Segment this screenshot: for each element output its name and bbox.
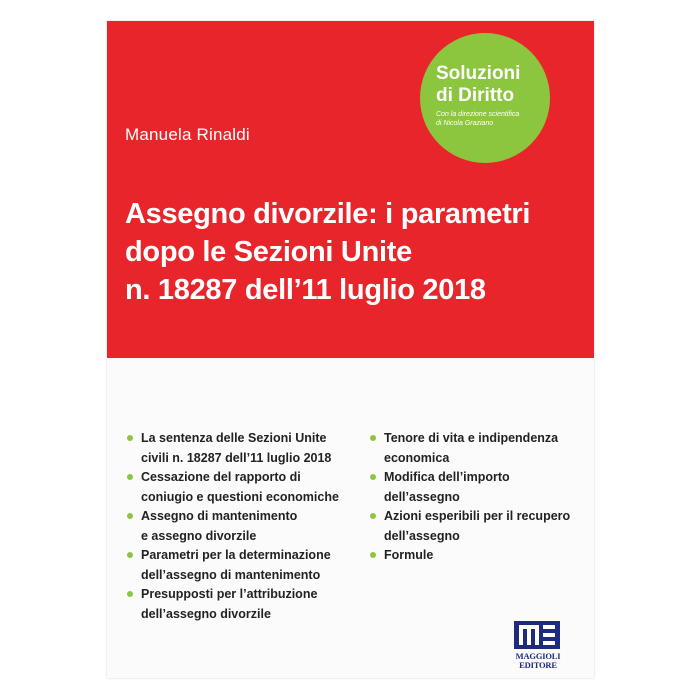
bullet-dot-icon <box>127 552 133 558</box>
bullet-dot-icon <box>127 513 133 519</box>
bullet-dot-icon <box>127 591 133 597</box>
series-badge <box>420 33 550 163</box>
list-item: Parametri per la determinazione dell’assegno di mantenimento <box>127 546 355 585</box>
bullet-dot-icon <box>370 552 376 558</box>
bullet-dot-icon <box>127 435 133 441</box>
bullet-dot-icon <box>127 474 133 480</box>
list-item: Assegno di mantenimento e assegno divorzile <box>127 507 355 546</box>
publisher-name: MAGGIOLI EDITORE <box>515 651 561 670</box>
author-name: Manuela Rinaldi <box>125 125 250 144</box>
list-item: Modifica dell’importo dell’assegno <box>370 468 585 507</box>
title-line: Assegno divorzile: i parametri <box>125 198 531 230</box>
series-name: Soluzioni di Diritto <box>436 63 521 106</box>
list-item: Tenore di vita e indipendenza economica <box>370 429 585 468</box>
bullet-dot-icon <box>370 513 376 519</box>
list-item: La sentenza delle Sezioni Unite civili n. 18287 dell’11 luglio 2018 <box>127 429 355 468</box>
series-subtitle: Con la direzione scientifica di Nicola Graziano <box>436 111 520 127</box>
list-item: Cessazione del rapporto di coniugio e questioni economiche <box>127 468 355 507</box>
list-item: Formule <box>370 546 585 566</box>
list-item: Presupposti per l’attribuzione dell’assegno divorzile <box>127 585 355 624</box>
publisher-logo <box>509 621 567 676</box>
bullet-dot-icon <box>370 474 376 480</box>
title-line: dopo le Sezioni Unite <box>125 236 412 268</box>
topics-list-right <box>370 429 585 566</box>
publisher-mark-icon <box>514 621 560 649</box>
bullet-dot-icon <box>370 435 376 441</box>
book-title <box>125 195 585 309</box>
list-item: Azioni esperibili per il recupero dell’assegno <box>370 507 585 546</box>
book-cover <box>107 21 594 678</box>
title-line: n. 18287 dell’11 luglio 2018 <box>125 274 486 306</box>
topics-list-left <box>127 429 355 624</box>
red-header-panel <box>107 21 594 358</box>
